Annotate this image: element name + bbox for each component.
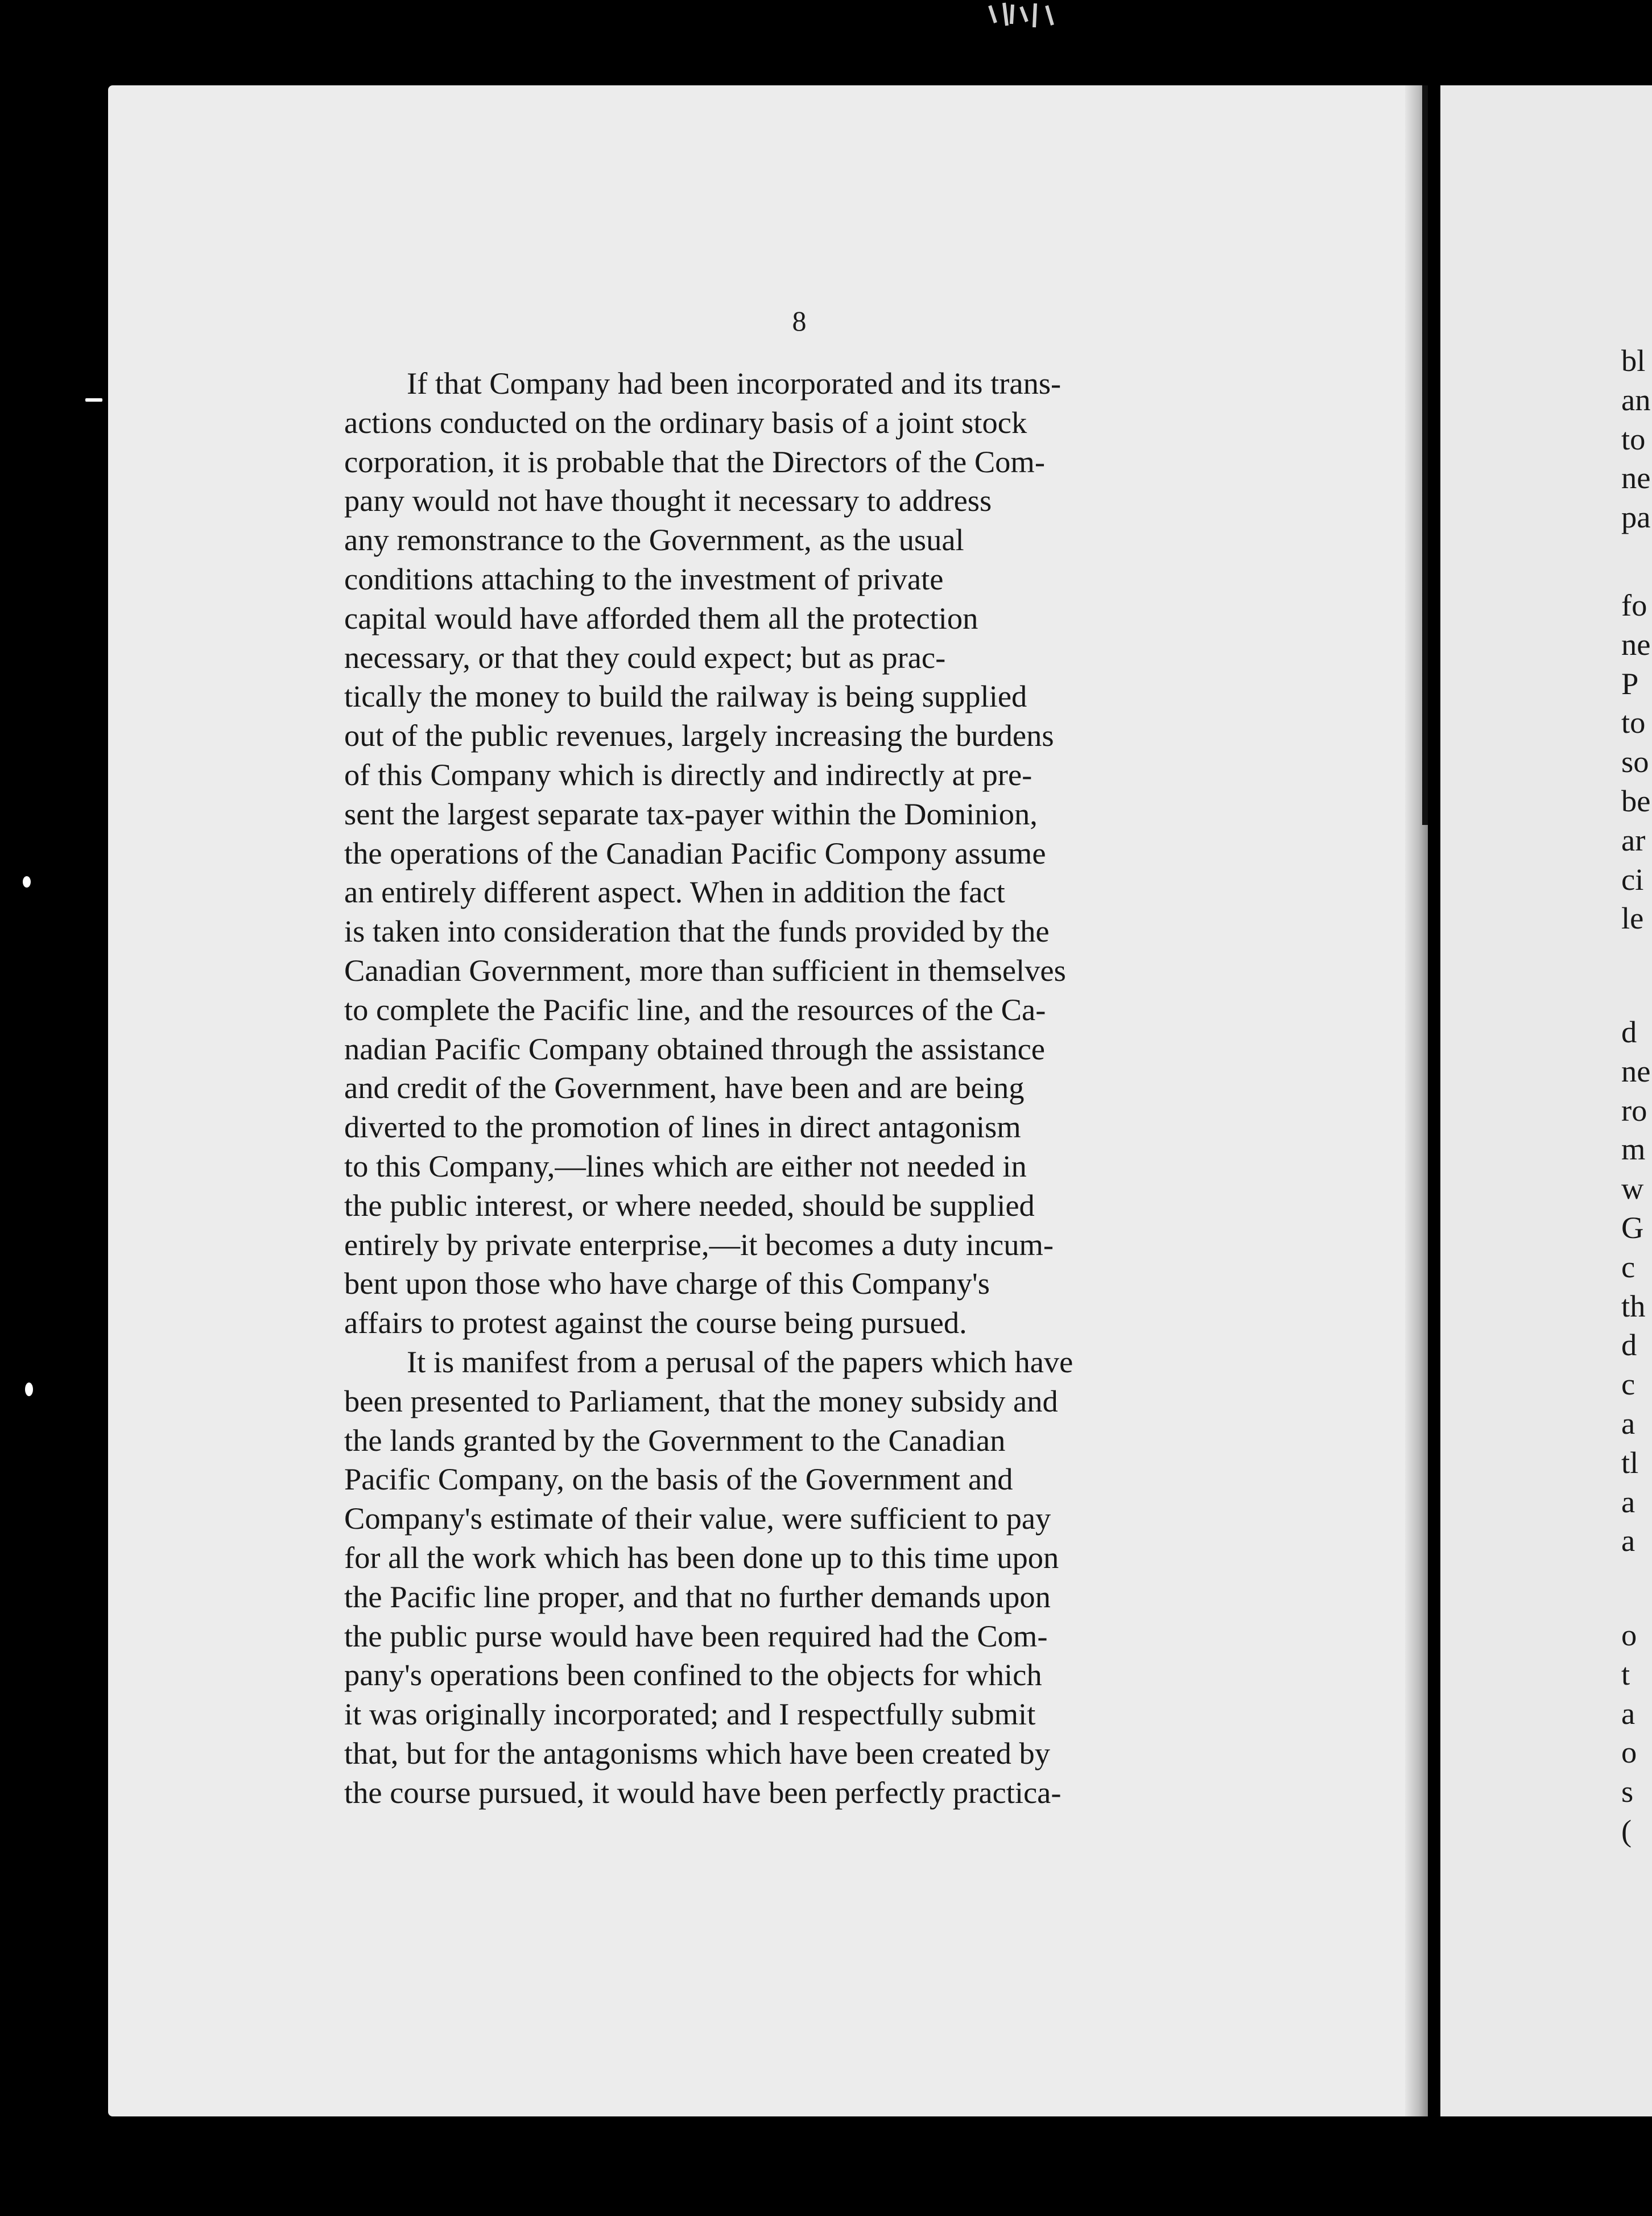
facing-page-fragment: bl [1621,343,1646,378]
facing-page-fragment: c [1621,1249,1636,1284]
text-line: If that Company had been incorporated and its trans- [407,366,1062,401]
body-text [344,364,1223,1812]
facing-page-fragment: ne [1621,460,1651,496]
text-line: pany would not have thought it necessary to address [344,483,992,518]
facing-page-fragment: a [1621,1695,1636,1731]
text-line: and credit of the Government, have been and are being [344,1070,1025,1105]
text-line: capital would have afforded them all the protection [344,600,978,635]
text-line: the course pursued, it would have been perfectly practica- [344,1775,1062,1810]
page-number: 8 [792,305,807,337]
text-line: the lands granted by the Government to the Canadian [344,1422,1006,1458]
facing-page-fragment: pa [1621,500,1651,535]
text-line: bent upon those who have charge of this Company's [344,1266,990,1301]
facing-page-fragment: ( [1621,1813,1632,1848]
text-line: out of the public revenues, largely increasing the burdens [344,718,1054,753]
facing-page-fragment: a [1621,1406,1636,1441]
scan-artifact [978,0,1092,34]
text-line: nadian Pacific Company obtained through the assistance [344,1031,1045,1066]
facing-page-fragment: c [1621,1367,1636,1402]
facing-page-fragment: tl [1621,1445,1639,1480]
text-line: any remonstrance to the Government, as the usual [344,522,964,558]
facing-page-fragment: th [1621,1288,1646,1323]
facing-page-fragment: t [1621,1656,1630,1691]
text-line: affairs to protest against the course being pursued. [344,1305,967,1340]
facing-page-fragment: ne [1621,626,1651,662]
facing-page-fragment: a [1621,1523,1636,1558]
facing-page-fragment: o [1621,1735,1637,1770]
text-line: diverted to the promotion of lines in direct antagonism [344,1109,1021,1145]
text-line: Pacific Company, on the basis of the Government and [344,1462,1013,1497]
facing-page-fragment: P [1621,666,1639,701]
text-line: the public purse would have been required had the Com- [344,1618,1048,1653]
text-line: Canadian Government, more than sufficient in themselves [344,952,1066,988]
facing-page-fragment: s [1621,1774,1634,1809]
facing-page-fragment: w [1621,1171,1644,1206]
scan-speck [85,398,102,402]
text-line: Company's estimate of their value, were sufficient to pay [344,1501,1051,1536]
text-line: tically the money to build the railway is being supplied [344,679,1027,714]
text-line: necessary, or that they could expect; but as prac- [344,639,946,675]
gutter-shadow [1422,85,1428,825]
text-line: been presented to Parliament, that the money subsidy and [344,1383,1058,1418]
facing-page-fragment: a [1621,1484,1636,1519]
text-line: the operations of the Canadian Pacific Compony assume [344,835,1046,870]
text-line: pany's operations been confined to the objects for which [344,1657,1042,1693]
text-line: entirely by private enterprise,—it becomes a duty incum- [344,1227,1054,1262]
facing-page-fragment: fo [1621,588,1647,622]
facing-page-fragment: ro [1621,1092,1647,1128]
scan-speck [25,1383,33,1396]
text-line: an entirely different aspect. When in addition the fact [344,874,1005,910]
facing-page-fragment: ci [1621,861,1644,897]
text-line: it was originally incorporated; and I respectfully submit [344,1697,1036,1732]
facing-page-fragment: so [1621,744,1649,779]
text-line: to this Company,—lines which are either not needed in [344,1148,1027,1183]
facing-page-fragment: to [1621,421,1646,456]
text-line: conditions attaching to the investment of private [344,561,944,596]
facing-page-fragment: ar [1621,822,1646,857]
scan-speck [23,876,31,888]
text-line: sent the largest separate tax-payer within the Dominion, [344,796,1038,831]
facing-page-fragment: to [1621,705,1646,740]
text-line: It is manifest from a perusal of the papers which have [407,1344,1073,1379]
paragraph [344,364,1223,1343]
text-line: of this Company which is directly and indirectly at pre- [344,757,1032,792]
text-line: corporation, it is probable that the Directors of the Com- [344,444,1045,479]
text-line: the Pacific line proper, and that no further demands upon [344,1579,1051,1614]
facing-page-fragment: m [1621,1132,1646,1167]
text-line: is taken into consideration that the funds provided by the [344,914,1050,949]
facing-page-fragment: d [1621,1327,1637,1363]
text-line: actions conducted on the ordinary basis of a joint stock [344,405,1027,440]
right-page [1440,85,1652,2116]
paragraph [344,1343,1223,1813]
facing-page-fragment: o [1621,1617,1637,1652]
facing-page-fragment: be [1621,783,1651,818]
facing-page-fragment: an [1621,382,1651,417]
text-line: to complete the Pacific line, and the resources of the Ca- [344,992,1046,1027]
facing-page-fragment: d [1621,1014,1637,1049]
text-line: the public interest, or where needed, should be supplied [344,1187,1035,1223]
facing-page-fragment: ne [1621,1053,1651,1088]
facing-page-fragment: le [1621,901,1644,936]
facing-page-fragment: G [1621,1210,1644,1245]
text-line: for all the work which has been done up to this time upon [344,1540,1059,1575]
text-line: that, but for the antagonisms which have been created by [344,1735,1050,1771]
